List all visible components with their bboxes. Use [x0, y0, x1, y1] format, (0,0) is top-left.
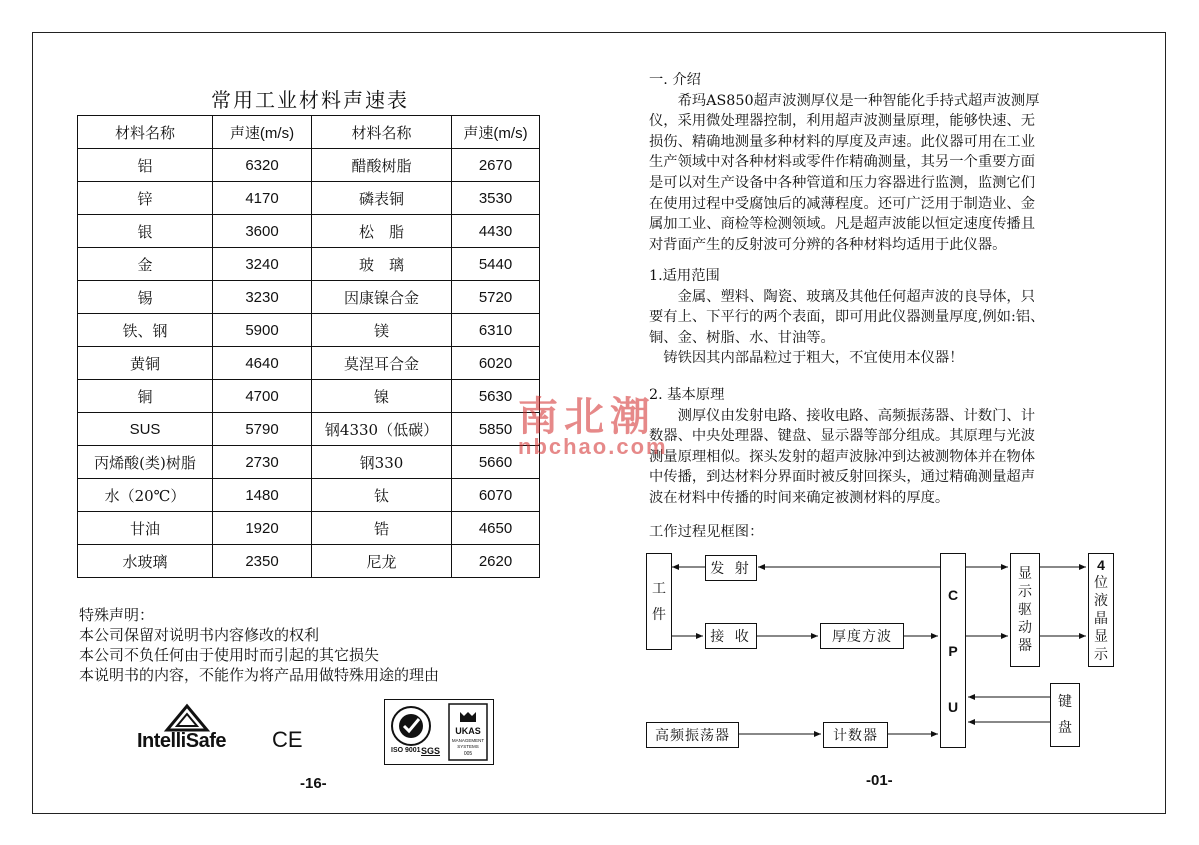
driver-char: 显	[1018, 566, 1032, 582]
ukas-number: 005	[463, 751, 473, 757]
speed-cell: 6020	[452, 347, 540, 380]
material-cell: 醋酸树脂	[312, 149, 452, 182]
material-cell: 锆	[312, 512, 452, 545]
material-cell: 镁	[312, 314, 452, 347]
driver-char: 动	[1018, 620, 1032, 636]
lcd-char: 位	[1094, 575, 1108, 591]
speed-cell: 5440	[452, 248, 540, 281]
header-speed: 声速(m/s)	[452, 116, 540, 149]
watermark-logo: 南北潮	[518, 393, 656, 440]
material-cell: 金	[78, 248, 213, 281]
speed-cell: 5900	[213, 314, 312, 347]
material-cell: 钢330	[312, 446, 452, 479]
display-driver-box	[1010, 553, 1040, 667]
ukas-sub-text: MANAGEMENT	[451, 738, 485, 743]
speed-cell: 4430	[452, 215, 540, 248]
principle-heading: 2. 基本原理	[649, 387, 725, 403]
diagram-caption: 工作过程见框图：	[649, 524, 764, 540]
thickness-wave-box: 厚度方波	[820, 623, 904, 649]
ce-mark: CE	[272, 727, 303, 752]
notice-line: 本说明书的内容，不能作为将产品用做特殊用途的理由	[79, 666, 440, 684]
intro-line: 对背面产生的反射波可分辨的各种材料均适用于此仪器。	[649, 236, 1007, 253]
material-cell: 丙烯酸(类)树脂	[78, 446, 213, 479]
watermark-url: nbchao.com	[518, 434, 668, 459]
speed-cell: 4650	[452, 512, 540, 545]
intro-heading: 一. 介绍	[649, 72, 701, 88]
material-cell: 玻 璃	[312, 248, 452, 281]
cpu-letter: U	[947, 698, 959, 715]
lcd-char: 液	[1094, 593, 1108, 609]
principle-line: 波在材料中传播的时间来确定被测材料的厚度。	[649, 489, 950, 506]
workpiece-char: 工	[652, 580, 666, 597]
keyboard-char: 盘	[1058, 720, 1072, 736]
intro-line: 属加工业、商检等检测领域。凡是超声波能以恒定速度传播且	[649, 216, 1036, 233]
lcd-char: 4	[1097, 557, 1105, 573]
speed-cell: 5630	[452, 380, 540, 413]
driver-char: 器	[1018, 638, 1032, 654]
intro-line: 损伤、精确地测量多种材料的厚度及声速。此仪器可用在工业	[649, 133, 1036, 150]
lcd-char: 示	[1094, 647, 1108, 663]
lcd-char: 晶	[1094, 611, 1108, 627]
notice-title: 特殊声明：	[79, 606, 155, 624]
material-cell: 甘油	[78, 512, 213, 545]
material-cell: 铝	[78, 149, 213, 182]
material-cell: 莫涅耳合金	[312, 347, 452, 380]
speed-cell: 2730	[213, 446, 312, 479]
header-speed: 声速(m/s)	[213, 116, 312, 149]
intro-line: 希玛AS850超声波测厚仪是一种智能化手持式超声波测厚	[677, 92, 1040, 109]
material-cell: 水（20℃）	[78, 479, 213, 512]
material-cell: 钛	[312, 479, 452, 512]
header-material: 材料名称	[78, 116, 213, 149]
speed-cell: 2350	[213, 545, 312, 578]
material-cell: 锌	[78, 182, 213, 215]
intellisafe-wordmark: IntelliSafe	[137, 730, 226, 752]
material-cell: 铜	[78, 380, 213, 413]
principle-line: 测量原理相似。探头发射的超声波脉冲到达被测物体并在物体	[649, 448, 1036, 465]
driver-char: 驱	[1018, 602, 1032, 618]
cert-iso-text: ISO 9001	[391, 747, 421, 754]
transmit-box: 发 射	[705, 555, 757, 581]
sgs-text: SGS	[421, 746, 441, 756]
speed-cell: 6310	[452, 314, 540, 347]
intro-line: 生产领域中对各种材料或零件作精确测量，其另一个重要方面	[649, 154, 1036, 171]
speed-cell: 6070	[452, 479, 540, 512]
cpu-letter: C	[947, 586, 959, 603]
principle-line: 测厚仪由发射电路、接收电路、高频振荡器、计数门、计	[677, 407, 1036, 424]
workpiece-char: 件	[652, 606, 666, 623]
material-cell: 磷表铜	[312, 182, 452, 215]
material-cell: 镍	[312, 380, 452, 413]
scope-line: 要有上、下平行的两个表面，即可用此仪器测量厚度,例如:铝、	[649, 309, 1045, 326]
speed-cell: 3600	[213, 215, 312, 248]
material-cell: 黄铜	[78, 347, 213, 380]
oscillator-box: 高频振荡器	[646, 722, 739, 748]
speed-cell: 3530	[452, 182, 540, 215]
speed-cell: 5720	[452, 281, 540, 314]
material-cell: 尼龙	[312, 545, 452, 578]
material-cell: SUS	[78, 413, 213, 446]
speed-cell: 4640	[213, 347, 312, 380]
principle-line: 数器、中央处理器、键盘、显示器等部分组成。其原理与光波	[649, 428, 1036, 445]
speed-cell: 5850	[452, 413, 540, 446]
ukas-sub-text: SYSTEMS	[457, 744, 479, 749]
lcd-char: 显	[1094, 629, 1108, 645]
page-number-right: -01-	[866, 772, 893, 789]
ukas-text: UKAS	[455, 726, 481, 736]
speed-cell: 1920	[213, 512, 312, 545]
speed-cell: 2670	[452, 149, 540, 182]
counter-box: 计数器	[823, 722, 888, 748]
scope-heading: 1.适用范围	[649, 268, 720, 284]
material-cell: 铁、钢	[78, 314, 213, 347]
scope-warning: 铸铁因其内部晶粒过于粗大，不宜使用本仪器！	[663, 350, 964, 367]
notice-line: 本公司不负任何由于使用时而引起的其它损失	[79, 646, 380, 664]
scope-line: 铜、金、树脂、水、甘油等。	[649, 329, 835, 346]
speed-cell: 1480	[213, 479, 312, 512]
intro-line: 是可以对生产设备中各种管道和压力容器进行监测，监测它们	[649, 174, 1036, 191]
speed-cell: 5790	[213, 413, 312, 446]
speed-cell: 2620	[452, 545, 540, 578]
scope-line: 金属、塑料、陶瓷、玻璃及其他任何超声波的良导体，只	[677, 288, 1036, 305]
material-cell: 银	[78, 215, 213, 248]
material-cell: 水玻璃	[78, 545, 213, 578]
speed-cell: 4170	[213, 182, 312, 215]
material-cell: 钢4330（低碳）	[312, 413, 452, 446]
principle-line: 中传播，到达材料分界面时被反射回探头，通过精确测量超声	[649, 469, 1036, 486]
page-number-left: -16-	[300, 775, 327, 792]
receive-box: 接 收	[705, 623, 757, 649]
header-material: 材料名称	[312, 116, 452, 149]
keyboard-box	[1050, 683, 1080, 747]
material-cell: 松 脂	[312, 215, 452, 248]
notice-line: 本公司保留对说明书内容修改的权利	[79, 626, 320, 644]
table-title: 常用工业材料声速表	[211, 88, 409, 112]
material-cell: 锡	[78, 281, 213, 314]
cpu-letter: P	[948, 642, 958, 659]
speed-cell: 4700	[213, 380, 312, 413]
speed-cell: 3230	[213, 281, 312, 314]
intro-line: 在使用过程中受腐蚀后的减薄程度。还可广泛用于制造业、金	[649, 195, 1036, 212]
speed-cell: 6320	[213, 149, 312, 182]
lcd-display-box	[1088, 553, 1114, 667]
workpiece-box	[646, 553, 672, 650]
cpu-box	[940, 553, 966, 748]
speed-cell: 5660	[452, 446, 540, 479]
speed-cell: 3240	[213, 248, 312, 281]
keyboard-char: 键	[1058, 694, 1072, 710]
driver-char: 示	[1018, 584, 1032, 600]
intro-line: 仪，采用微处理器控制，利用超声波测量原理，能够快速、无	[649, 113, 1036, 130]
material-cell: 因康镍合金	[312, 281, 452, 314]
